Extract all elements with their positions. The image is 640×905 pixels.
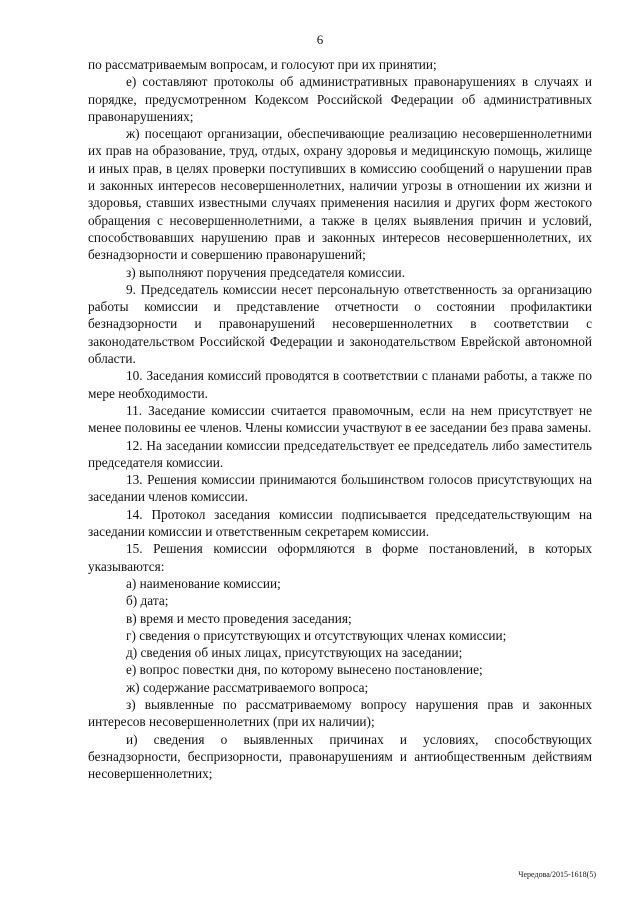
footer-document-code: Чередова/2015-1618(5) <box>518 870 596 879</box>
paragraph-13: 13. Решения комиссии принимаются большинством голосов присутствующих на заседании членов комиссии. <box>88 472 592 505</box>
paragraph-11: 11. Заседание комиссии считается правомочным, если на нем присутствует не менее половины ее членов. Члены комиссии участвуют в ее заседании без права замены. <box>88 402 592 436</box>
list-item-g: г) сведения о присутствующих и отсутствующих членах комиссии; <box>126 627 507 643</box>
page-number: 6 <box>316 32 324 47</box>
paragraph-14: 14. Протокол заседания комиссии подписывается председательствующим на заседании комиссии и ответственным секретарем комиссии. <box>88 506 592 540</box>
list-item-a: а) наименование комиссии; <box>126 575 281 591</box>
paragraph-item-e-protocols: е) составляют протоколы об административных правонарушениях в случаях и порядке, предусмотренном Кодексом Российской Федерации об административных правонарушениях; <box>88 74 592 124</box>
paragraph-item-z-orders: з) выполняют поручения председателя комиссии. <box>126 264 405 280</box>
paragraph-15: 15. Решения комиссии оформляются в форме постановлений, в которых указываются: <box>88 541 592 574</box>
paragraph-12: 12. На заседании комиссии председательствует ее председатель либо заместитель председателя комиссии. <box>88 437 592 470</box>
list-item-b: б) дата; <box>126 593 169 609</box>
list-item-d: д) сведения об иных лицах, присутствующих на заседании; <box>126 645 463 661</box>
paragraph-item-zh-visits: ж) посещают организации, обеспечивающие реализацию несовершеннолетними их прав на образование, труд, отдых, охрану здоровья и медицинскую помощь, жилище и иных прав, в целях проверки поступивших в комиссию сообщений о нарушении прав и законных интересов несовершеннолетних, наличии угрозы в отношении их жизни и здоровья, ставших известными случаях применения насилия и других форм жестокого обращения с несовершеннолетними, а также в целях выявления причин и условий, способствовавших нарушению прав и законных интересов несовершеннолетних, их безнадзорности и совершению правонарушений; <box>88 126 592 263</box>
paragraph-9: 9. Председатель комиссии несет персональную ответственность за организацию работы комиссии и представление отчетности о состоянии профилактики безнадзорности и правонарушений несовершеннолетних в соответствии с законодательством Российской Федерации и законодательством Еврейской автономной области. <box>88 281 592 367</box>
list-item-z: з) выявленные по рассматриваемому вопросу нарушения прав и законных интересов несовершеннолетних (при их наличии); <box>88 696 592 730</box>
list-item-zh: ж) содержание рассматриваемого вопроса; <box>126 679 369 695</box>
paragraph-10: 10. Заседания комиссий проводятся в соответствии с планами работы, а также по мере необходимости. <box>88 368 592 401</box>
list-item-i: и) сведения о выявленных причинах и условиях, способствующих безнадзорности, беспризорности, правонарушениям и антиобщественным действиям несовершеннолетних; <box>88 731 592 782</box>
list-item-e: е) вопрос повестки дня, по которому вынесено постановление; <box>126 662 483 678</box>
list-item-v: в) время и место проведения заседания; <box>126 610 352 626</box>
paragraph-continuation: по рассматриваемым вопросам, и голосуют при их принятии; <box>88 57 437 72</box>
document-body <box>88 56 592 782</box>
